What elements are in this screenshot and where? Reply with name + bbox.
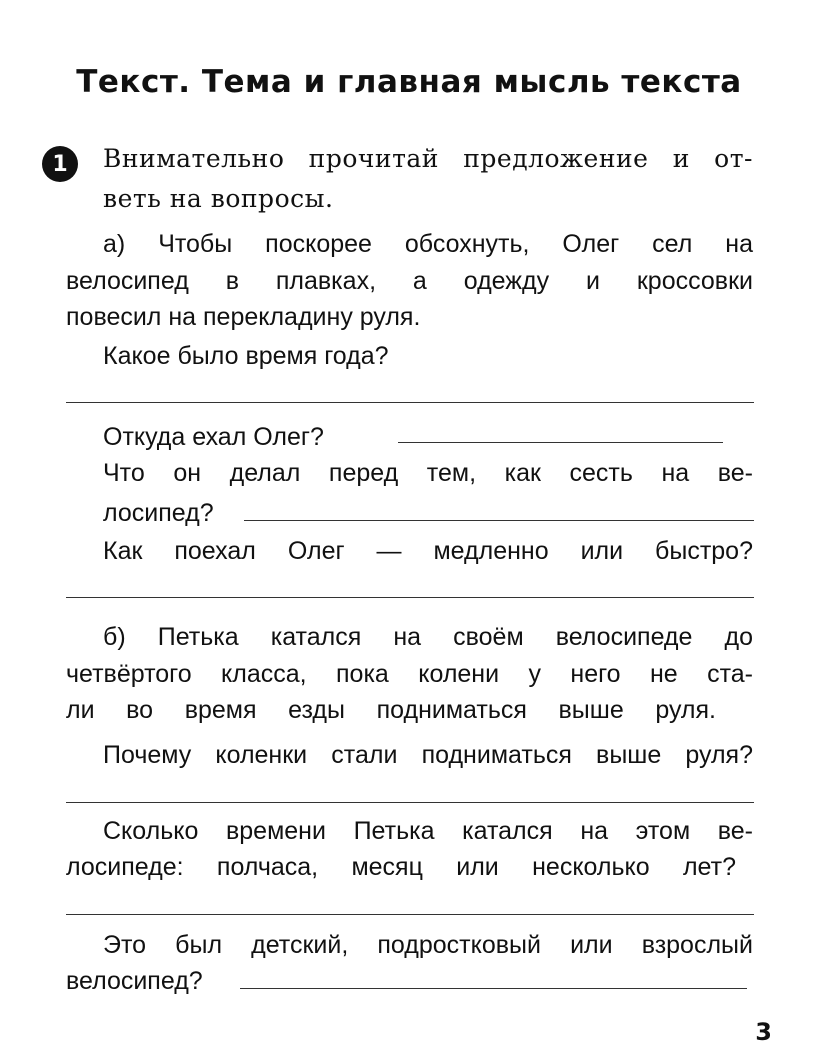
part-b-question-bike-type-line-1: Это был детский, подростковый или взрослый [103, 931, 753, 959]
answer-line-knees[interactable] [66, 802, 754, 803]
part-a-text-line-2: велосипед в плавках, а одежду и кроссовки [66, 267, 753, 295]
part-b-question-knees: Почему коленки стали подниматься выше руля? [103, 741, 753, 769]
page-number: 3 [755, 1018, 772, 1046]
part-a-question-from-where: Откуда ехал Олег? [103, 423, 324, 451]
part-a-question-before-line-1: Что он делал перед тем, как сесть на ве- [103, 459, 753, 487]
part-a-text-line-3: повесил на перекладину руля. [66, 303, 421, 331]
part-b-question-duration-line-2: лосипеде: полчаса, месяц или несколько лет? [66, 853, 736, 881]
answer-line-before[interactable] [244, 520, 754, 521]
part-b-question-duration-line-1: Сколько времени Петька катался на этом ве- [103, 817, 753, 845]
exercise-instruction-line-2: веть на вопросы. [103, 184, 334, 213]
answer-line-bike-type[interactable] [240, 988, 747, 989]
part-b-question-bike-type-line-2: велосипед? [66, 967, 203, 995]
part-b-text-line-1: б) Петька катался на своём велосипеде до [103, 623, 753, 651]
part-a-question-speed: Как поехал Олег — медленно или быстро? [103, 537, 753, 565]
exercise-instruction-line-1: Внимательно прочитай предложение и от- [103, 144, 753, 173]
answer-line-from-where[interactable] [398, 442, 723, 443]
answer-line-duration[interactable] [66, 914, 754, 915]
part-a-question-before-line-2: лосипед? [103, 499, 214, 527]
page-title: Текст. Тема и главная мысль текста [76, 64, 742, 100]
answer-line-season[interactable] [66, 402, 754, 403]
exercise-number-badge: 1 [42, 146, 78, 182]
part-a-question-season: Какое было время года? [103, 342, 389, 370]
part-b-text-line-3: ли во время езды подниматься выше руля. [66, 696, 716, 724]
part-b-text-line-2: четвёртого класса, пока колени у него не ста- [66, 660, 753, 688]
part-a-text-line-1: а) Чтобы поскорее обсохнуть, Олег сел на [103, 230, 753, 258]
answer-line-speed[interactable] [66, 597, 754, 598]
